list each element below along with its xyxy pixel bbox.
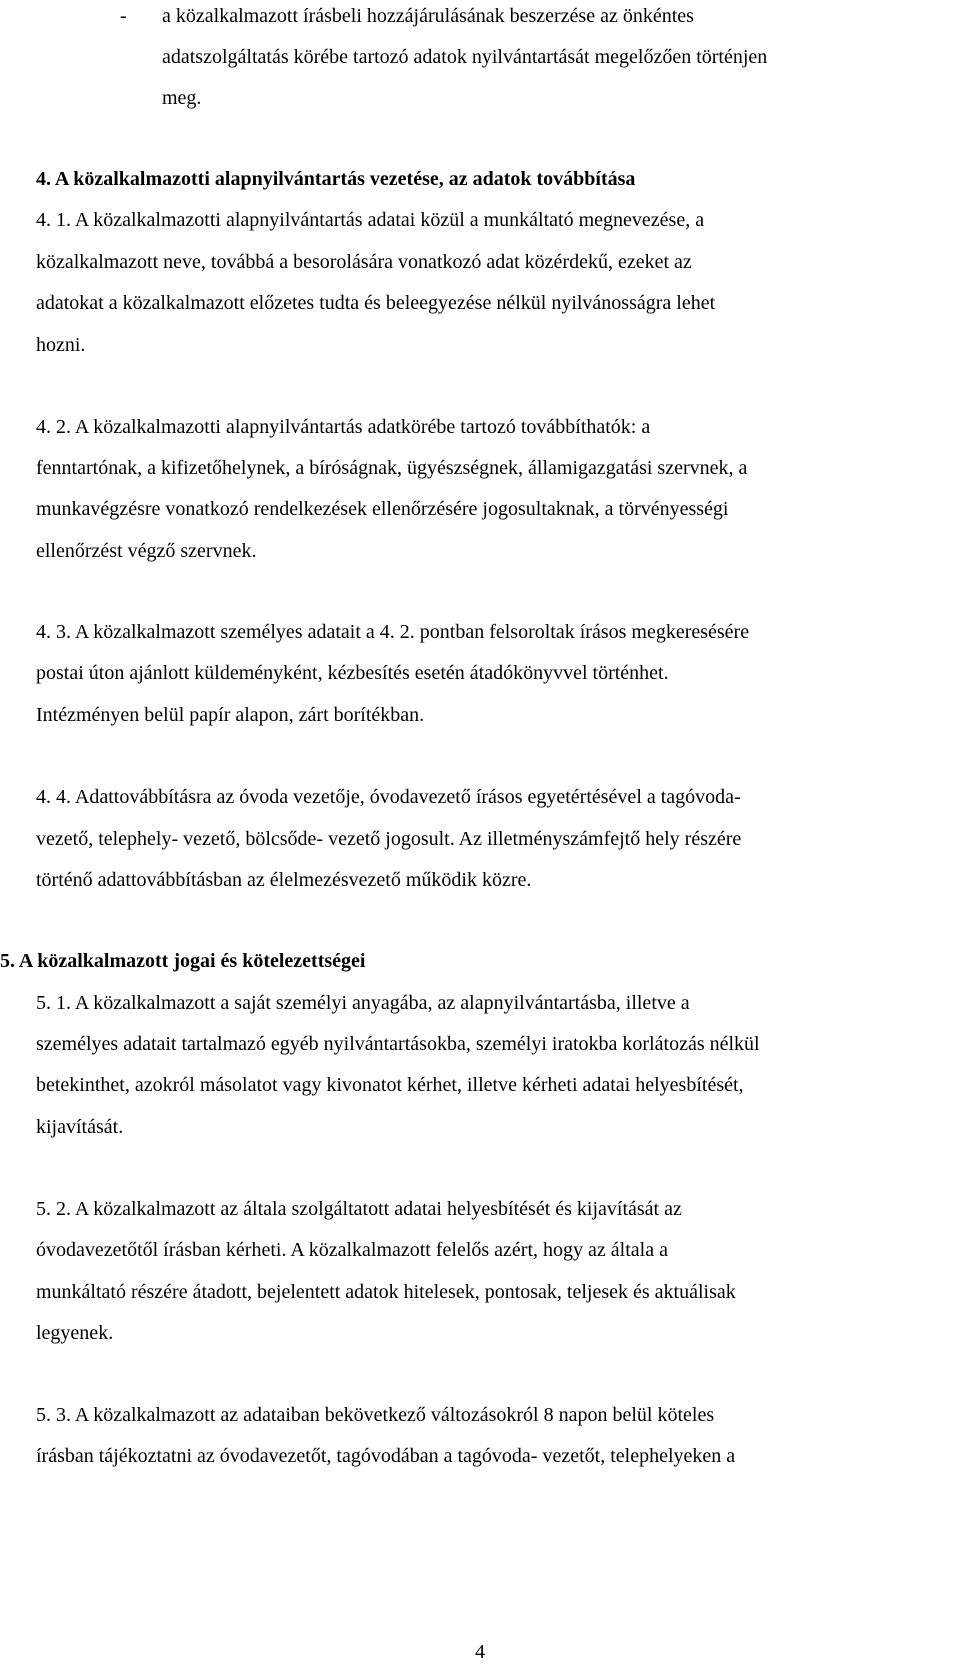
paragraph-5-2-line: óvodavezetőtől írásban kérheti. A közalkalmazott felelős azért, hogy az általa a — [36, 1239, 668, 1261]
paragraph-4-2-line: fenntartónak, a kifizetőhelynek, a bíróságnak, ügyészségnek, államigazgatási szervnek, a — [36, 457, 748, 479]
paragraph-4-2-line: ellenőrzést végző szervnek. — [36, 540, 257, 562]
paragraph-4-4-line: 4. 4. Adattovábbításra az óvoda vezetője, óvodavezető írásos egyetértésével a tagóvoda- — [36, 786, 741, 808]
paragraph-4-3-line: 4. 3. A közalkalmazott személyes adatait a 4. 2. pontban felsoroltak írásos megkeresésére — [36, 621, 750, 643]
paragraph-4-3-line: Intézményen belül papír alapon, zárt borítékban. — [36, 704, 425, 726]
bullet-line: adatszolgáltatás körébe tartozó adatok nyilvántartását megelőzően történjen — [162, 46, 768, 68]
paragraph-5-1-line: személyes adatait tartalmazó egyéb nyilvántartásokba, személyi iratokba korlátozás nélkül — [36, 1033, 760, 1055]
paragraph-5-1-line: betekinthet, azokról másolatot vagy kivonatot kérhet, illetve kérheti adatai helyesbítését, — [36, 1074, 744, 1096]
paragraph-5-3-line: írásban tájékoztatni az óvodavezetőt, tagóvodában a tagóvoda- vezetőt, telephelyeken a — [36, 1445, 736, 1467]
paragraph-4-1-line: 4. 1. A közalkalmazotti alapnyilvántartás adatai közül a munkáltató megnevezése, a — [36, 209, 705, 231]
paragraph-4-2-line: 4. 2. A közalkalmazotti alapnyilvántartás adatkörébe tartozó továbbíthatók: a — [36, 416, 651, 438]
paragraph-4-3-line: postai úton ajánlott küldeményként, kézbesítés esetén átadókönyvvel történhet. — [36, 662, 669, 684]
paragraph-4-1-line: adatokat a közalkalmazott előzetes tudta és beleegyezése nélkül nyilvánosságra lehet — [36, 292, 716, 314]
paragraph-5-2-line: legyenek. — [36, 1322, 114, 1344]
section-5-heading: 5. A közalkalmazott jogai és kötelezettségei — [0, 950, 366, 972]
paragraph-5-1-line: 5. 1. A közalkalmazott a saját személyi anyagába, az alapnyilvántartásba, illetve a — [36, 992, 690, 1014]
bullet-line: meg. — [162, 87, 202, 109]
paragraph-4-1-line: közalkalmazott neve, továbbá a besorolására vonatkozó adat közérdekű, ezeket az — [36, 251, 692, 273]
paragraph-4-2-line: munkavégzésre vonatkozó rendelkezések ellenőrzésére jogosultaknak, a törvényességi — [36, 498, 729, 520]
bullet-line: a közalkalmazott írásbeli hozzájárulásának beszerzése az önkéntes — [162, 5, 694, 27]
page-number: 4 — [475, 1641, 485, 1663]
paragraph-4-1-line: hozni. — [36, 334, 86, 356]
bullet-marker: - — [120, 5, 127, 27]
paragraph-5-1-line: kijavítását. — [36, 1116, 124, 1138]
section-4-heading: 4. A közalkalmazotti alapnyilvántartás vezetése, az adatok továbbítása — [36, 168, 636, 190]
paragraph-5-2-line: 5. 2. A közalkalmazott az általa szolgáltatott adatai helyesbítését és kijavítását az — [36, 1198, 682, 1220]
paragraph-5-3-line: 5. 3. A közalkalmazott az adataiban bekövetkező változásokról 8 napon belül köteles — [36, 1404, 715, 1426]
paragraph-4-4-line: történő adattovábbításban az élelmezésvezető működik közre. — [36, 869, 532, 891]
paragraph-4-4-line: vezető, telephely- vezető, bölcsőde- vezető jogosult. Az illetményszámfejtő hely részére — [36, 828, 742, 850]
paragraph-5-2-line: munkáltató részére átadott, bejelentett adatok hitelesek, pontosak, teljesek és aktuálisak — [36, 1281, 736, 1303]
